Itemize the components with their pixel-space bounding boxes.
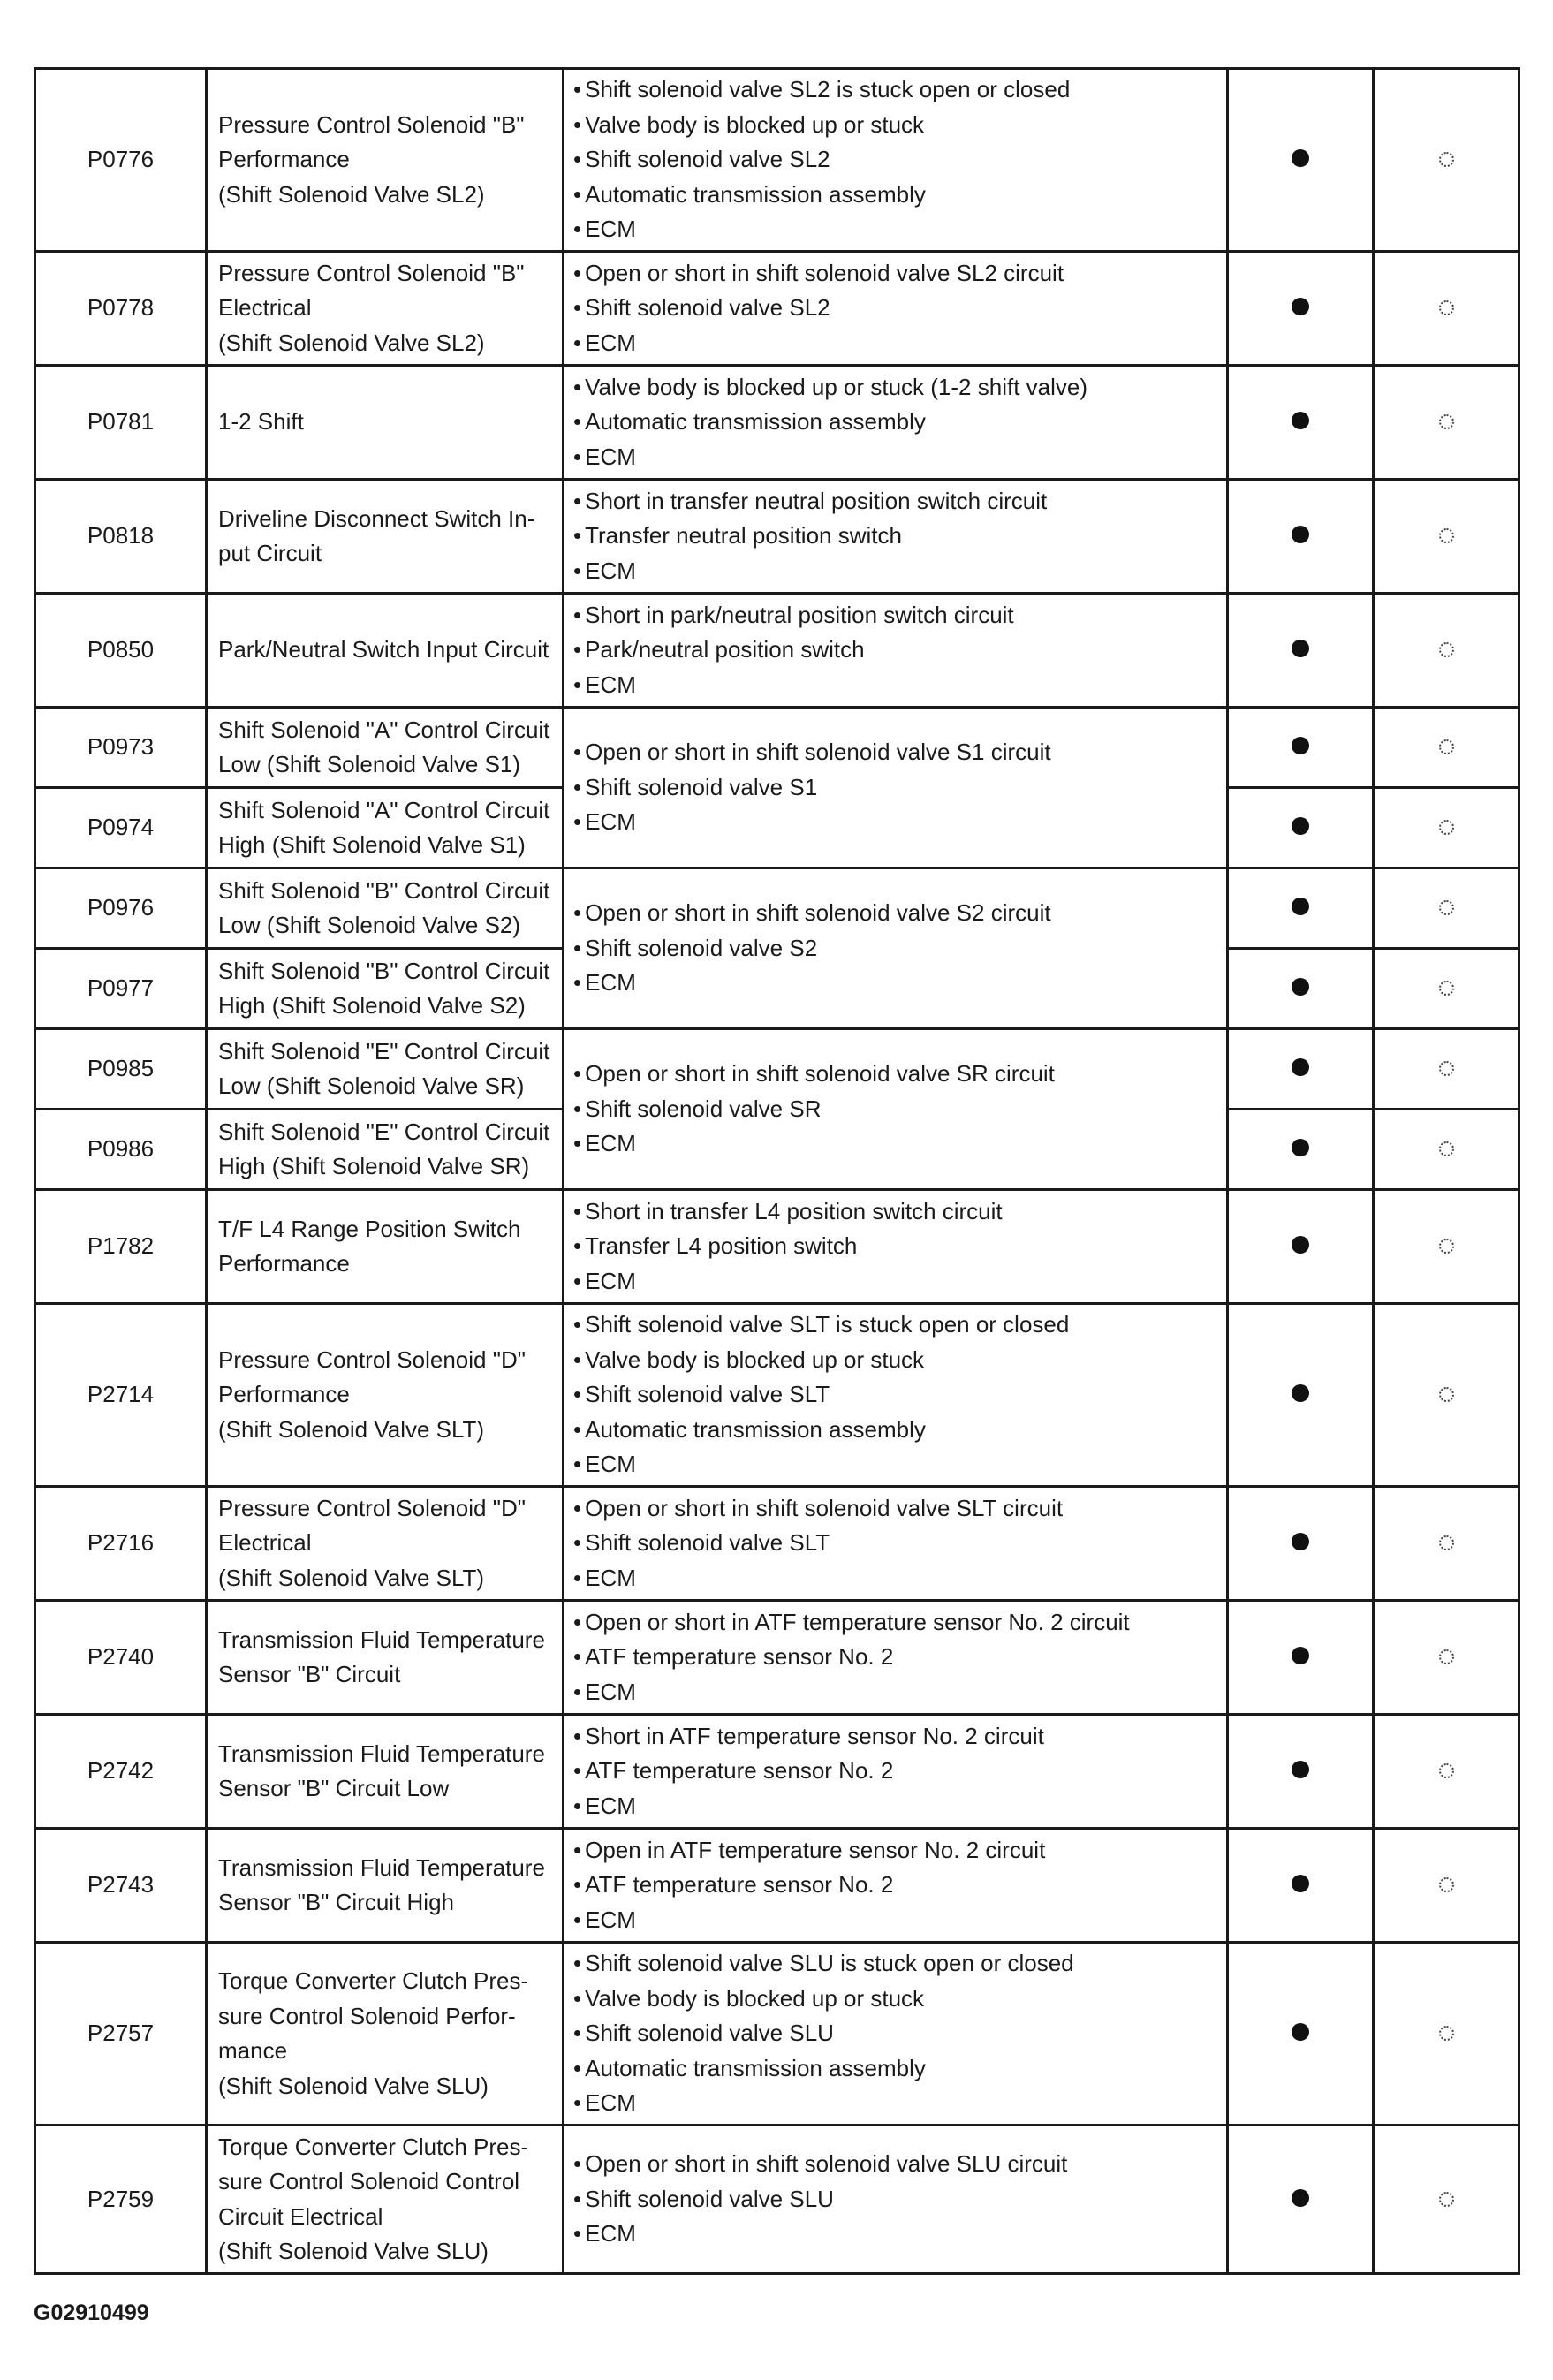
- memory-cell: [1374, 708, 1519, 788]
- trouble-area-item: • ATF temperature sensor No. 2: [573, 1754, 1226, 1789]
- trouble-area-item: • ECM: [573, 1789, 1226, 1824]
- open-circle-icon: [1439, 152, 1454, 167]
- mil-cell: [1228, 1601, 1374, 1715]
- detection-item-line: Transmission Fluid Temperature: [218, 1626, 545, 1653]
- filled-circle-icon: [1292, 1761, 1309, 1778]
- filled-circle-icon: [1292, 2023, 1309, 2041]
- mil-cell: [1228, 1943, 1374, 2126]
- memory-cell: [1374, 1715, 1519, 1829]
- trouble-area-item: • ECM: [573, 440, 1226, 475]
- trouble-area-item: • ATF temperature sensor No. 2: [573, 1640, 1226, 1675]
- open-circle-icon: [1439, 1649, 1454, 1664]
- detection-item-line: Low (Shift Solenoid Valve S1): [218, 751, 521, 777]
- open-circle-icon: [1439, 642, 1454, 657]
- trouble-area-item: • Transfer neutral position switch: [573, 519, 1226, 554]
- dtc-code: P0778: [35, 252, 207, 366]
- table-row: [35, 1190, 1519, 1304]
- trouble-area: [564, 708, 1228, 868]
- trouble-area-item: • ECM: [573, 1561, 1226, 1596]
- table-row: [35, 480, 1519, 594]
- open-circle-icon: [1439, 981, 1454, 996]
- table-row: [35, 708, 1519, 788]
- filled-circle-icon: [1292, 149, 1309, 167]
- trouble-area-item: • Valve body is blocked up or stuck: [573, 1982, 1226, 2017]
- trouble-area-item: • Short in ATF temperature sensor No. 2 circuit: [573, 1719, 1226, 1755]
- memory-cell: [1374, 1601, 1519, 1715]
- mil-cell: [1228, 69, 1374, 252]
- trouble-area-item: • ECM: [573, 1447, 1226, 1482]
- detection-item: [207, 1943, 564, 2126]
- detection-item-line: (Shift Solenoid Valve SLT): [218, 1415, 485, 1443]
- detection-item: [207, 1601, 564, 1715]
- trouble-area-item: • Shift solenoid valve SLU: [573, 2182, 1226, 2217]
- detection-item-line: Sensor "B" Circuit High: [218, 1889, 454, 1915]
- mil-cell: [1228, 708, 1374, 788]
- trouble-area-item: • Valve body is blocked up or stuck: [573, 1343, 1226, 1378]
- mil-cell: [1228, 1715, 1374, 1829]
- table-row: [35, 1487, 1519, 1601]
- open-circle-icon: [1439, 1535, 1454, 1550]
- detection-item-line: Park/Neutral Switch Input Circuit: [218, 636, 549, 663]
- figure-id: G02910499: [34, 2300, 149, 2325]
- dtc-code: P0977: [35, 949, 207, 1029]
- detection-item: [207, 868, 564, 949]
- detection-item-line: T/F L4 Range Position Switch: [218, 1215, 521, 1242]
- trouble-area: [564, 1715, 1228, 1829]
- trouble-area: [564, 1029, 1228, 1190]
- open-circle-icon: [1439, 820, 1454, 835]
- detection-item-line: Torque Converter Clutch Pres-: [218, 2133, 529, 2160]
- trouble-area-item: • Shift solenoid valve SLU: [573, 2016, 1226, 2051]
- open-circle-icon: [1439, 1239, 1454, 1254]
- detection-item-line: (Shift Solenoid Valve SL2): [218, 180, 485, 208]
- filled-circle-icon: [1292, 412, 1309, 429]
- open-circle-icon: [1439, 300, 1454, 315]
- detection-item: [207, 708, 564, 788]
- detection-item: [207, 366, 564, 480]
- table-row: [35, 594, 1519, 708]
- trouble-area-item: • ECM: [573, 1675, 1226, 1710]
- detection-item-line: sure Control Solenoid Control: [218, 2168, 520, 2194]
- table-row: [35, 366, 1519, 480]
- detection-item-line: sure Control Solenoid Perfor-: [218, 2002, 516, 2029]
- trouble-area: [564, 252, 1228, 366]
- trouble-area-item: • Shift solenoid valve SLT: [573, 1526, 1226, 1561]
- trouble-area-item: • Open in ATF temperature sensor No. 2 circuit: [573, 1833, 1226, 1868]
- dtc-code: P2757: [35, 1943, 207, 2126]
- memory-cell: [1374, 480, 1519, 594]
- dtc-code: P0850: [35, 594, 207, 708]
- dtc-code: P0776: [35, 69, 207, 252]
- dtc-code: P2759: [35, 2126, 207, 2274]
- memory-cell: [1374, 868, 1519, 949]
- detection-item: [207, 1715, 564, 1829]
- trouble-area-item: • ECM: [573, 212, 1226, 247]
- memory-cell: [1374, 594, 1519, 708]
- dtc-code: P0986: [35, 1110, 207, 1190]
- table-row: [35, 69, 1519, 252]
- open-circle-icon: [1439, 1763, 1454, 1778]
- filled-circle-icon: [1292, 640, 1309, 657]
- dtc-code: P2740: [35, 1601, 207, 1715]
- detection-item-line: Sensor "B" Circuit: [218, 1661, 401, 1687]
- trouble-area-item: • Shift solenoid valve SL2: [573, 142, 1226, 178]
- dtc-code: P0974: [35, 788, 207, 868]
- trouble-area-item: • Shift solenoid valve SLT is stuck open or closed: [573, 1307, 1226, 1343]
- memory-cell: [1374, 2126, 1519, 2274]
- dtc-code: P0985: [35, 1029, 207, 1110]
- detection-item: [207, 788, 564, 868]
- mil-cell: [1228, 1190, 1374, 1304]
- filled-circle-icon: [1292, 1139, 1309, 1156]
- detection-item-line: High (Shift Solenoid Valve SR): [218, 1153, 530, 1179]
- table-row: [35, 1029, 1519, 1110]
- trouble-area-item: • Shift solenoid valve S2: [573, 931, 1226, 966]
- detection-item: [207, 69, 564, 252]
- trouble-area-item: • Shift solenoid valve SL2: [573, 291, 1226, 326]
- open-circle-icon: [1439, 528, 1454, 543]
- trouble-area-item: • ECM: [573, 668, 1226, 703]
- trouble-area-item: • ECM: [573, 966, 1226, 1001]
- trouble-area-item: • Shift solenoid valve SLU is stuck open or closed: [573, 1946, 1226, 1982]
- table-row: [35, 1601, 1519, 1715]
- detection-item: [207, 1190, 564, 1304]
- detection-item-line: Pressure Control Solenoid "B": [218, 110, 525, 138]
- mil-cell: [1228, 1029, 1374, 1110]
- detection-item-line: Transmission Fluid Temperature: [218, 1740, 545, 1767]
- detection-item: [207, 949, 564, 1029]
- detection-item: [207, 2126, 564, 2274]
- detection-item-line: Electrical: [218, 1529, 312, 1557]
- detection-item-line: Shift Solenoid "A" Control Circuit: [218, 796, 550, 823]
- table-row: [35, 252, 1519, 366]
- trouble-area: [564, 69, 1228, 252]
- dtc-code: P0973: [35, 708, 207, 788]
- detection-item: [207, 1487, 564, 1601]
- detection-item-line: Transmission Fluid Temperature: [218, 1853, 545, 1881]
- trouble-area: [564, 594, 1228, 708]
- trouble-area-item: • Automatic transmission assembly: [573, 1413, 1226, 1448]
- trouble-area-item: • ECM: [573, 1126, 1226, 1162]
- mil-cell: [1228, 2126, 1374, 2274]
- detection-item-line: Shift Solenoid "B" Control Circuit: [218, 876, 550, 904]
- memory-cell: [1374, 1487, 1519, 1601]
- detection-item-line: High (Shift Solenoid Valve S1): [218, 831, 526, 858]
- filled-circle-icon: [1292, 1236, 1309, 1254]
- trouble-area-item: • Short in transfer neutral position switch circuit: [573, 484, 1226, 519]
- trouble-area-item: • Shift solenoid valve SR: [573, 1092, 1226, 1127]
- detection-item-line: High (Shift Solenoid Valve S2): [218, 992, 526, 1019]
- trouble-area-item: • ECM: [573, 554, 1226, 589]
- filled-circle-icon: [1292, 2189, 1309, 2207]
- detection-item-line: Performance: [218, 1250, 350, 1277]
- trouble-area-item: • Valve body is blocked up or stuck (1-2 shift valve): [573, 370, 1226, 406]
- open-circle-icon: [1439, 1061, 1454, 1076]
- mil-cell: [1228, 1487, 1374, 1601]
- trouble-area-item: • Open or short in shift solenoid valve SLT circuit: [573, 1491, 1226, 1527]
- memory-cell: [1374, 1110, 1519, 1190]
- filled-circle-icon: [1292, 978, 1309, 996]
- trouble-area-item: • Short in park/neutral position switch circuit: [573, 598, 1226, 633]
- detection-item-line: Circuit Electrical: [218, 2202, 383, 2230]
- trouble-area: [564, 1601, 1228, 1715]
- trouble-area: [564, 1190, 1228, 1304]
- open-circle-icon: [1439, 739, 1454, 754]
- trouble-area: [564, 1829, 1228, 1943]
- detection-item-line: Pressure Control Solenoid "D": [218, 1345, 526, 1373]
- dtc-code: P1782: [35, 1190, 207, 1304]
- detection-item-line: Performance: [218, 146, 350, 173]
- trouble-area: [564, 1304, 1228, 1487]
- trouble-area-item: • Short in transfer L4 position switch circuit: [573, 1194, 1226, 1230]
- mil-cell: [1228, 366, 1374, 480]
- open-circle-icon: [1439, 414, 1454, 429]
- detection-item-line: put Circuit: [218, 540, 322, 566]
- trouble-area-item: • Automatic transmission assembly: [573, 2051, 1226, 2087]
- memory-cell: [1374, 949, 1519, 1029]
- detection-item-line: Sensor "B" Circuit Low: [218, 1775, 450, 1801]
- dtc-code: P2742: [35, 1715, 207, 1829]
- detection-item: [207, 1029, 564, 1110]
- trouble-area-item: • Shift solenoid valve S1: [573, 770, 1226, 806]
- mil-cell: [1228, 949, 1374, 1029]
- detection-item-line: (Shift Solenoid Valve SLT): [218, 1564, 485, 1591]
- open-circle-icon: [1439, 1387, 1454, 1402]
- open-circle-icon: [1439, 900, 1454, 915]
- dtc-code: P2743: [35, 1829, 207, 1943]
- trouble-area-item: • Automatic transmission assembly: [573, 405, 1226, 440]
- memory-cell: [1374, 252, 1519, 366]
- detection-item-line: 1-2 Shift: [218, 408, 304, 436]
- filled-circle-icon: [1292, 1875, 1309, 1892]
- memory-cell: [1374, 366, 1519, 480]
- filled-circle-icon: [1292, 298, 1309, 315]
- detection-item-line: Shift Solenoid "E" Control Circuit: [218, 1118, 550, 1145]
- trouble-area-item: • Open or short in shift solenoid valve S2 circuit: [573, 896, 1226, 931]
- detection-item: [207, 1304, 564, 1487]
- trouble-area: [564, 868, 1228, 1029]
- trouble-area: [564, 366, 1228, 480]
- trouble-area-item: • ATF temperature sensor No. 2: [573, 1868, 1226, 1903]
- table-row: [35, 1304, 1519, 1487]
- open-circle-icon: [1439, 1141, 1454, 1156]
- filled-circle-icon: [1292, 817, 1309, 835]
- detection-item-line: (Shift Solenoid Valve SLU): [218, 2238, 489, 2264]
- memory-cell: [1374, 1190, 1519, 1304]
- memory-cell: [1374, 69, 1519, 252]
- detection-item-line: (Shift Solenoid Valve SLU): [218, 2072, 489, 2099]
- memory-cell: [1374, 1829, 1519, 1943]
- filled-circle-icon: [1292, 1058, 1309, 1076]
- trouble-area-item: • Automatic transmission assembly: [573, 178, 1226, 213]
- detection-item: [207, 480, 564, 594]
- detection-item-line: Pressure Control Solenoid "D": [218, 1494, 526, 1521]
- detection-item-line: (Shift Solenoid Valve SL2): [218, 329, 485, 356]
- detection-item-line: Torque Converter Clutch Pres-: [218, 1967, 529, 1994]
- table-row: [35, 1943, 1519, 2126]
- memory-cell: [1374, 1943, 1519, 2126]
- trouble-area-item: • Shift solenoid valve SLT: [573, 1377, 1226, 1413]
- detection-item-line: Low (Shift Solenoid Valve S2): [218, 912, 521, 938]
- table-row: [35, 1715, 1519, 1829]
- dtc-code: P2716: [35, 1487, 207, 1601]
- detection-item-line: mance: [218, 2037, 288, 2064]
- trouble-area-item: • ECM: [573, 2217, 1226, 2252]
- dtc-code: P0976: [35, 868, 207, 949]
- table-row: [35, 2126, 1519, 2274]
- trouble-area-item: • Open or short in shift solenoid valve SLU circuit: [573, 2147, 1226, 2182]
- dtc-code: P2714: [35, 1304, 207, 1487]
- filled-circle-icon: [1292, 737, 1309, 754]
- detection-item-line: Low (Shift Solenoid Valve SR): [218, 1073, 525, 1099]
- filled-circle-icon: [1292, 898, 1309, 915]
- mil-cell: [1228, 480, 1374, 594]
- trouble-area-item: • Open or short in ATF temperature sensor No. 2 circuit: [573, 1605, 1226, 1641]
- detection-item-line: Driveline Disconnect Switch In-: [218, 504, 535, 532]
- mil-cell: [1228, 594, 1374, 708]
- detection-item-line: Electrical: [218, 294, 312, 322]
- mil-cell: [1228, 788, 1374, 868]
- table-row: [35, 1829, 1519, 1943]
- detection-item: [207, 252, 564, 366]
- dtc-code: P0818: [35, 480, 207, 594]
- detection-item-line: Performance: [218, 1381, 350, 1408]
- detection-item-line: Shift Solenoid "B" Control Circuit: [218, 957, 550, 984]
- mil-cell: [1228, 1829, 1374, 1943]
- open-circle-icon: [1439, 2192, 1454, 2207]
- detection-item-line: Pressure Control Solenoid "B": [218, 259, 525, 286]
- trouble-area-item: • Park/neutral position switch: [573, 633, 1226, 668]
- trouble-area: [564, 1943, 1228, 2126]
- trouble-area: [564, 1487, 1228, 1601]
- dtc-code: P0781: [35, 366, 207, 480]
- trouble-area-item: • ECM: [573, 805, 1226, 840]
- trouble-area-item: • Transfer L4 position switch: [573, 1229, 1226, 1264]
- trouble-area: [564, 480, 1228, 594]
- detection-item: [207, 1829, 564, 1943]
- memory-cell: [1374, 1304, 1519, 1487]
- filled-circle-icon: [1292, 1384, 1309, 1402]
- mil-cell: [1228, 1110, 1374, 1190]
- detection-item-line: Shift Solenoid "E" Control Circuit: [218, 1037, 550, 1065]
- mil-cell: [1228, 252, 1374, 366]
- table-row: [35, 868, 1519, 949]
- memory-cell: [1374, 1029, 1519, 1110]
- trouble-area-item: • Valve body is blocked up or stuck: [573, 108, 1226, 143]
- filled-circle-icon: [1292, 1533, 1309, 1550]
- open-circle-icon: [1439, 2026, 1454, 2041]
- mil-cell: [1228, 1304, 1374, 1487]
- trouble-area-item: • ECM: [573, 326, 1226, 361]
- open-circle-icon: [1439, 1877, 1454, 1892]
- trouble-area-item: • ECM: [573, 1903, 1226, 1938]
- detection-item: [207, 1110, 564, 1190]
- filled-circle-icon: [1292, 1647, 1309, 1664]
- trouble-area-item: • Shift solenoid valve SL2 is stuck open or closed: [573, 72, 1226, 108]
- dtc-table-body: [35, 69, 1519, 2274]
- memory-cell: [1374, 788, 1519, 868]
- filled-circle-icon: [1292, 526, 1309, 543]
- trouble-area-item: • Open or short in shift solenoid valve SL2 circuit: [573, 256, 1226, 292]
- detection-item: [207, 594, 564, 708]
- trouble-area-item: • Open or short in shift solenoid valve SR circuit: [573, 1057, 1226, 1092]
- trouble-area-item: • ECM: [573, 2086, 1226, 2121]
- trouble-area-item: • Open or short in shift solenoid valve S1 circuit: [573, 735, 1226, 770]
- mil-cell: [1228, 868, 1374, 949]
- trouble-area-item: • ECM: [573, 1264, 1226, 1300]
- detection-item-line: Shift Solenoid "A" Control Circuit: [218, 716, 550, 743]
- trouble-area: [564, 2126, 1228, 2274]
- dtc-table: [34, 67, 1520, 2275]
